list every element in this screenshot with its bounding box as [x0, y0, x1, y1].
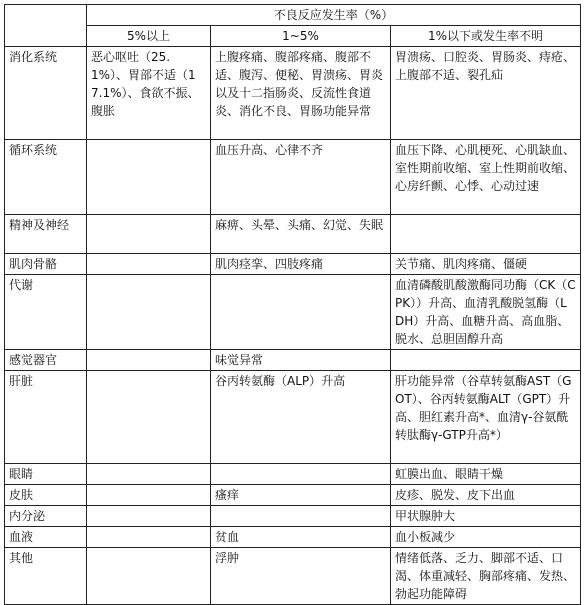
rate-over5-cell — [87, 140, 211, 215]
table-row — [5, 485, 581, 506]
rate-under1-cell — [391, 350, 581, 371]
system-cell: 血液 — [5, 527, 87, 548]
table-row — [5, 215, 581, 254]
header-group-title: 不良反应发生率（%） — [87, 5, 581, 26]
rate-over5-cell — [87, 548, 211, 605]
rate-over5-cell: 恶心呕吐（25.1%）、胃部不适（17.1%）、食欲不振、腹胀 — [87, 47, 211, 140]
rate-1to5-cell — [211, 506, 391, 527]
header-col-1to5: 1~5% — [211, 26, 391, 47]
rate-under1-cell: 血清磷酸肌酸激酶同功酶（CK（CPK））升高、血清乳酸脱氢酶（LDH）升高、血糖升高、高血脂、脱水、总胆固醇升高 — [391, 275, 581, 350]
system-cell: 消化系统 — [5, 47, 87, 140]
rate-1to5-cell — [211, 464, 391, 485]
system-cell: 肌肉骨骼 — [5, 254, 87, 275]
system-cell: 肝脏 — [5, 371, 87, 464]
rate-under1-cell: 关节痛、肌肉疼痛、僵硬 — [391, 254, 581, 275]
table-row — [5, 527, 581, 548]
rate-over5-cell — [87, 215, 211, 254]
rate-1to5-cell: 浮肿 — [211, 548, 391, 605]
table-row — [5, 350, 581, 371]
rate-1to5-cell: 味觉异常 — [211, 350, 391, 371]
rate-over5-cell — [87, 350, 211, 371]
table-row — [5, 275, 581, 350]
header-col-over5: 5%以上 — [87, 26, 211, 47]
system-cell: 眼睛 — [5, 464, 87, 485]
rate-over5-cell — [87, 371, 211, 464]
system-cell: 皮肤 — [5, 485, 87, 506]
rate-1to5-cell: 瘙痒 — [211, 485, 391, 506]
header-col-under1: 1%以下或发生率不明 — [391, 26, 581, 47]
header-row-1 — [5, 5, 581, 26]
rate-under1-cell: 甲状腺肿大 — [391, 506, 581, 527]
adverse-reaction-table — [4, 4, 581, 605]
table-row — [5, 464, 581, 485]
rate-under1-cell: 胃溃疡、口腔炎、胃肠炎、痔疮、上腹部不适、裂孔疝 — [391, 47, 581, 140]
system-cell: 循环系统 — [5, 140, 87, 215]
rate-over5-cell — [87, 506, 211, 527]
rate-1to5-cell — [211, 275, 391, 350]
rate-under1-cell: 皮疹、脱发、皮下出血 — [391, 485, 581, 506]
rate-over5-cell — [87, 527, 211, 548]
rate-1to5-cell: 肌肉痉挛、四肢疼痛 — [211, 254, 391, 275]
header-corner-cell — [5, 5, 87, 47]
system-cell: 其他 — [5, 548, 87, 605]
rate-under1-cell — [391, 215, 581, 254]
rate-under1-cell: 肝功能异常（谷草转氨酶AST（GOT）、谷丙转氨酶ALT（GPT）升高、胆红素升高*、血清γ-谷氨酰转肽酶γ-GTP升高*） — [391, 371, 581, 464]
rate-under1-cell: 血小板减少 — [391, 527, 581, 548]
table-row — [5, 506, 581, 527]
rate-1to5-cell: 麻痹、头晕、头痛、幻觉、失眠 — [211, 215, 391, 254]
rate-over5-cell — [87, 254, 211, 275]
system-cell: 精神及神经 — [5, 215, 87, 254]
rate-over5-cell — [87, 464, 211, 485]
table-row — [5, 371, 581, 464]
rate-over5-cell — [87, 275, 211, 350]
system-cell: 感觉器官 — [5, 350, 87, 371]
rate-under1-cell: 血压下降、心肌梗死、心肌缺血、室性期前收缩、室上性期前收缩、心房纤颤、心悸、心动过速 — [391, 140, 581, 215]
rate-under1-cell: 虹膜出血、眼睛干燥 — [391, 464, 581, 485]
system-cell: 代谢 — [5, 275, 87, 350]
rate-over5-cell — [87, 485, 211, 506]
rate-under1-cell: 情绪低落、乏力、脚部不适、口渴、体重减轻、胸部疼痛、发热、勃起功能障碍 — [391, 548, 581, 605]
system-cell: 内分泌 — [5, 506, 87, 527]
rate-1to5-cell: 血压升高、心律不齐 — [211, 140, 391, 215]
header-row-2 — [5, 26, 581, 47]
table-row — [5, 548, 581, 605]
rate-1to5-cell: 贫血 — [211, 527, 391, 548]
table-row — [5, 47, 581, 140]
rate-1to5-cell: 谷丙转氨酶（ALP）升高 — [211, 371, 391, 464]
rate-1to5-cell: 上腹疼痛、腹部疼痛、腹部不适、腹泻、便秘、胃溃疡、胃炎以及十二指肠炎、反流性食道炎、消化不良、胃肠功能异常 — [211, 47, 391, 140]
table-row — [5, 254, 581, 275]
table-row — [5, 140, 581, 215]
